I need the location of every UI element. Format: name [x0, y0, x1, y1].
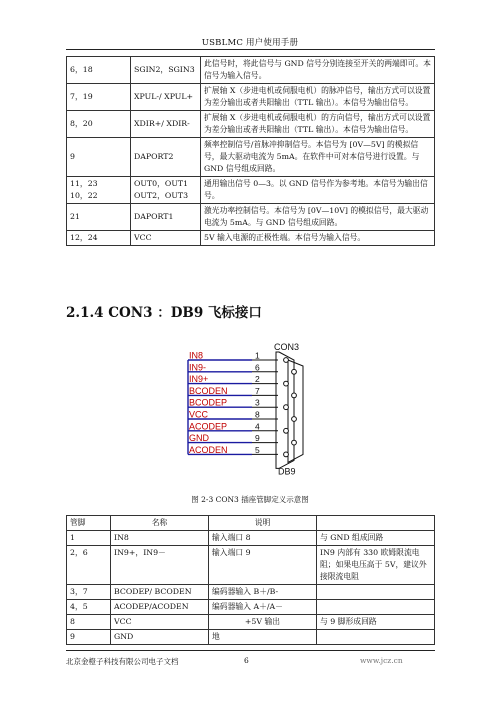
- connector-label: CON3: [274, 342, 300, 352]
- connector-outline: [288, 360, 303, 462]
- pin-number: 5: [255, 444, 260, 455]
- header-divider: [66, 49, 435, 50]
- description-cell: 地: [209, 630, 317, 645]
- signal-label: IN9-: [189, 362, 207, 373]
- name-cell: VCC: [111, 615, 209, 630]
- signal-label: BCODEN: [189, 385, 228, 396]
- pin-number: 7: [255, 385, 260, 396]
- table-row: [67, 177, 435, 204]
- pin-contact: [284, 405, 289, 410]
- pin-contact: [292, 440, 297, 445]
- signal-description-cell: 5V 输入电源的正极性端。本信号为输入信号。: [201, 231, 435, 246]
- pin-contact: [284, 381, 289, 386]
- signal-name-cell: DAPORT1: [131, 204, 201, 231]
- name-cell: IN8: [111, 531, 209, 546]
- pin-cell: 1: [67, 531, 111, 546]
- signal-label: IN8: [189, 350, 204, 361]
- pin-number: 8: [255, 409, 260, 420]
- page-header-title: USBLMC 用户使用手册: [201, 38, 299, 48]
- note-cell: 与 GND 组成回路: [317, 531, 435, 546]
- column-header: 名称: [111, 516, 209, 531]
- pin-number: 9: [255, 433, 260, 444]
- pin-number-cell: 8，20: [67, 111, 131, 138]
- signal-name-cell: DAPORT2: [131, 138, 201, 177]
- table-row: [67, 531, 435, 546]
- column-header: 说明: [209, 516, 317, 531]
- signal-label: ACODEN: [189, 444, 228, 455]
- table-row: [67, 204, 435, 231]
- pin-contact: [284, 452, 289, 457]
- table-row: [67, 546, 435, 585]
- pin-definition-table: [66, 515, 435, 645]
- pin-cell: 8: [67, 615, 111, 630]
- table-row: [67, 57, 435, 84]
- name-cell: IN9+，IN9－: [111, 546, 209, 585]
- signal-name-cell: OUT0，OUT1 OUT2，OUT3: [131, 177, 201, 204]
- signal-description-cell: 此信号时，将此信号与 GND 信号分别连接至开关的两端即可。本信号为输入信号。: [201, 57, 435, 84]
- footer-divider: [66, 650, 435, 651]
- signal-label: BCODEP: [189, 397, 228, 408]
- pin-number: 4: [255, 421, 260, 432]
- description-cell: 编码器输入 A＋/A－: [209, 600, 317, 615]
- connector-type-label: DB9: [278, 466, 296, 477]
- pin-number: 6: [255, 362, 260, 373]
- signal-name-cell: VCC: [131, 231, 201, 246]
- signal-name-cell: XPUL-/ XPUL+: [131, 84, 201, 111]
- name-cell: ACODEP/ACODEN: [111, 600, 209, 615]
- note-cell: [317, 585, 435, 600]
- signal-description-cell: 扩展轴 X（步进电机或伺服电机）的脉冲信号，输出方式可以设置为差分输出或者共阳输出（TTL 输出）。本信号为输出信号。: [201, 84, 435, 111]
- pin-number-cell: 6，18: [67, 57, 131, 84]
- pin-cell: 2，6: [67, 546, 111, 585]
- pin-cell: 3，7: [67, 585, 111, 600]
- pin-number: 2: [255, 374, 260, 385]
- note-cell: [317, 630, 435, 645]
- table-row: [67, 111, 435, 138]
- pin-contact: [292, 393, 297, 398]
- table-row: [67, 84, 435, 111]
- table-header-row: [67, 516, 435, 531]
- description-cell: 编码器输入 B＋/B-: [209, 585, 317, 600]
- note-cell: IN9 内部有 330 欧姆限流电阻；如果电压高于 5V，建议外接限流电阻: [317, 546, 435, 585]
- signal-table: [66, 56, 435, 246]
- signal-label: IN9+: [189, 374, 209, 385]
- signal-description-cell: 扩展轴 X（步进电机或伺服电机）的方向信号，输出方式可以设置为差分输出或者共阳输出（TTL 输出）。本信号为输出信号。: [201, 111, 435, 138]
- description-cell: 输入端口 8: [209, 531, 317, 546]
- column-header: [317, 516, 435, 531]
- pin-number: 3: [255, 397, 260, 408]
- footer-website: www.jcz.cn: [360, 656, 403, 665]
- note-cell: [317, 600, 435, 615]
- figure-caption: 图 2-3 CON3 插座管脚定义示意图: [191, 495, 309, 504]
- connector-shell: [276, 352, 294, 468]
- pin-cell: 4，5: [67, 600, 111, 615]
- pin-contact: [292, 417, 297, 422]
- table-row: [67, 615, 435, 630]
- name-cell: GND: [111, 630, 209, 645]
- column-header: 管脚: [67, 516, 111, 531]
- signal-description-cell: 通用输出信号 0—3。以 GND 信号作为参考地。本信号为输出信号。: [201, 177, 435, 204]
- pin-number-cell: 11，23 10，22: [67, 177, 131, 204]
- name-cell: BCODEP/ BCODEN: [111, 585, 209, 600]
- signal-description-cell: 频率控制信号/首脉冲抑制信号。本信号为 [0V—5V] 的模拟信号，最大驱动电流为 5mA。在软件中可对本信号进行设置。与 GND 信号组成回路。: [201, 138, 435, 177]
- table-row: [67, 585, 435, 600]
- pin-number: 1: [255, 350, 260, 361]
- footer-company: 北京金橙子科技有限公司电子文档: [66, 657, 179, 666]
- table-row: [67, 600, 435, 615]
- description-cell: +5V 输出: [209, 615, 317, 630]
- pin-number-cell: 9: [67, 138, 131, 177]
- pin-contact: [284, 358, 289, 363]
- table-row: [67, 630, 435, 645]
- description-cell: 输入端口 9: [209, 546, 317, 585]
- table-row: [67, 138, 435, 177]
- signal-label: GND: [189, 433, 209, 444]
- pin-number-cell: 7，19: [67, 84, 131, 111]
- signal-label: ACODEP: [189, 421, 228, 432]
- table-row: [67, 231, 435, 246]
- pin-number-cell: 12，24: [67, 231, 131, 246]
- pin-contact: [292, 369, 297, 374]
- section-title: 2.1.4 CON3 ：DB9 飞标接口: [66, 305, 262, 321]
- pin-contact: [284, 428, 289, 433]
- signal-name-cell: XDIR+/ XDIR-: [131, 111, 201, 138]
- signal-description-cell: 激光功率控制信号。本信号为 [0V—10V] 的模拟信号，最大驱动电流为 5mA。与 GND 信号组成回路。: [201, 204, 435, 231]
- db9-connector-diagram: [186, 338, 326, 490]
- footer-page-number: 6: [244, 656, 249, 665]
- pin-cell: 9: [67, 630, 111, 645]
- pin-number-cell: 21: [67, 204, 131, 231]
- signal-name-cell: SGIN2，SGIN3: [131, 57, 201, 84]
- signal-label: VCC: [189, 409, 209, 420]
- note-cell: 与 9 脚形成回路: [317, 615, 435, 630]
